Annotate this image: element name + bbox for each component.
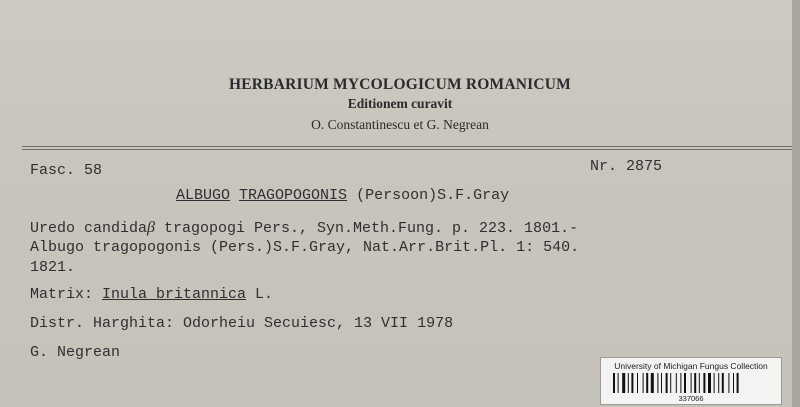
barcode-label [600, 357, 782, 405]
species-genus: ALBUGO [176, 187, 231, 204]
species-name [176, 187, 509, 204]
synonymy-line-1-start: Uredo candida [30, 220, 148, 237]
matrix-author: L. [246, 286, 274, 303]
herbarium-subtitle: Editionem curavit [347, 96, 453, 111]
species-epithet: TRAGOPOGONIS [239, 187, 348, 204]
beta-symbol: β [147, 219, 155, 236]
right-edge [792, 0, 800, 407]
synonymy-line-3: 1821. [30, 259, 76, 276]
synonymy-line-1-end: tragopogi Pers., Syn.Meth.Fung. p. 223. 1801.- [155, 220, 579, 237]
matrix-line [30, 286, 273, 303]
collector-name: G. Negrean [30, 344, 121, 361]
barcode-icon [611, 373, 771, 393]
specimen-number: Nr. 2875 [590, 158, 663, 175]
divider-bottom [22, 149, 792, 150]
matrix-host: Inula britannica [102, 286, 247, 303]
synonymy-line-1 [30, 219, 578, 237]
divider-top [22, 146, 792, 147]
barcode-number: 337066 [678, 394, 704, 403]
matrix-label: Matrix: [30, 286, 103, 303]
species-author: (Persoon)S.F.Gray [356, 187, 510, 204]
herbarium-editors: O. Constantinescu et G. Negrean [311, 117, 489, 132]
barcode-collection: University of Michigan Fungus Collection [614, 361, 768, 371]
fascicle-number: Fasc. 58 [30, 162, 103, 179]
synonymy-line-2: Albugo tragopogonis (Pers.)S.F.Gray, Nat.Arr.Brit.Pl. 1: 540. [30, 239, 580, 256]
herbarium-title: HERBARIUM MYCOLOGICUM ROMANICUM [228, 76, 571, 93]
distribution-line: Distr. Harghita: Odorheiu Secuiesc, 13 VII 1978 [30, 315, 454, 332]
